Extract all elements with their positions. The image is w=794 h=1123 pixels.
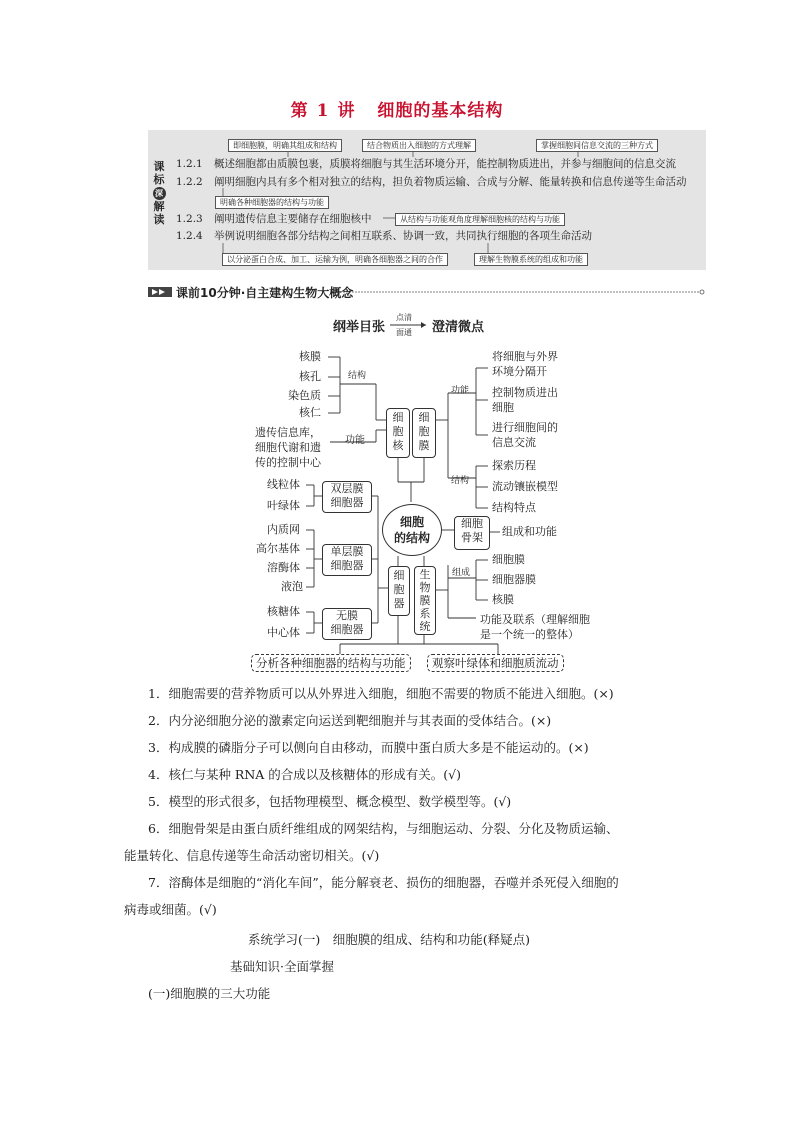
organelle-chloroplast: 叶绿体 [267,499,300,512]
standard-1-2-2: 1.2.2 阐明细胞内具有多个相对独立的结构，担负着物质运输、合成与分解、能量转换和信息传递等生命活动 [176,176,687,188]
membrane-functions-heading: (一)细胞膜的三大功能 [148,986,271,1001]
note-membrane: 即细胞膜，明确其组成和结构 [228,139,342,152]
dashed-box-chloroplast-observation: 观察叶绿体和细胞质流动 [427,654,564,672]
organelle-er: 内质网 [267,523,300,536]
note-signaling: 掌握细胞间信息交流的三种方式 [536,139,658,152]
function-and-link: 功能及联系（理解细胞 是一个统一的整体） [480,613,590,641]
note-biomembrane: 理解生物膜系统的组成和功能 [474,253,588,266]
deep-badge: 深 [153,187,166,200]
judgment-1: 1．细胞需要的营养物质可以从外界进入细胞，细胞不需要的物质不能进入细胞。(×) [148,686,614,701]
organelle-lysosome: 溶酶体 [267,561,300,574]
section-header: 课前10分钟·自主建构生物大概念 [176,286,354,300]
judgment-7: 7．溶酶体是细胞的“消化车间”，能分解衰老、损伤的细胞器，吞噬并杀死侵入细胞的 [148,875,619,890]
standard-1-2-3: 1.2.3 阐明遗传信息主要储存在细胞核中 [176,213,372,225]
judgment-6: 6．细胞骨架是由蛋白质纤维组成的网架结构，与细胞运动、分裂、分化及物质运输、 [148,821,619,836]
label-composition: 组成 [452,568,471,578]
judgment-2: 2．内分泌细胞分泌的激素定向运送到靶细胞并与其表面的受体结合。(×) [148,713,552,728]
note-cooperation: 以分泌蛋白合成、加工、运输为例，明确各细胞器之间的合作 [222,253,448,266]
note-nucleus: 从结构与功能观角度理解细胞核的结构与功能 [395,213,565,226]
organelle-ribosome: 核糖体 [267,605,300,618]
note-transport: 结合物质出入细胞的方式理解 [362,139,476,152]
note-organelles: 明确各种细胞器的结构与功能 [215,196,329,209]
membrane-structure-feature: 结构特点 [492,501,536,514]
standard-1-2-4: 1.2.4 举例说明细胞各部分结构之间相互联系、协调一致，共同执行细胞的各项生命活动 [176,230,592,242]
box-single-membrane: 单层膜 细胞器 [322,544,372,576]
judgment-5: 5．模型的形式很多，包括物理模型、概念模型、数学模型等。(√) [148,794,512,809]
nucleus-function-text: 遗传信息库， 细胞代谢和遗 传的控制中心 [255,426,321,469]
box-biomembrane-system: 生 物 膜 系 统 [414,566,436,635]
label-membrane-structure: 结构 [451,476,470,486]
box-membrane: 细 胞 膜 [412,408,436,458]
membrane-function-1: 将细胞与外界 环境分隔开 [492,350,558,378]
page-title: 第 1 讲 细胞的基本结构 [290,101,504,121]
judgment-3: 3．构成膜的磷脂分子可以侧向自由移动，而膜中蛋白质大多是不能运动的。(×) [148,740,589,755]
membrane-structure-model: 流动镶嵌模型 [492,480,558,493]
membrane-function-2: 控制物质进出 细胞 [492,386,558,414]
membrane-function-3: 进行细胞间的 信息交流 [492,421,558,449]
label-nucleus-function: 功能 [345,435,365,446]
arrow-bottom-label: 面通 [396,328,412,337]
membrane-structure-history: 探索历程 [492,459,536,472]
box-cytoskeleton: 细胞 骨架 [454,516,490,550]
mindmap-heading-right: 澄清微点 [432,320,485,335]
arrow-top-label: 点清 [396,313,412,322]
biomembrane-nuclear-membrane: 核膜 [492,593,514,606]
judgment-4: 4．核仁与某种 RNA 的合成以及核糖体的形成有关。(√) [148,767,461,782]
organelle-vacuole: 液泡 [281,580,303,593]
skeleton-composition: 组成和功能 [502,525,557,538]
nucleus-part-envelope: 核膜 [299,350,321,363]
label-membrane-function: 功能 [451,386,470,396]
basic-knowledge-heading: 基础知识·全面掌握 [230,959,334,974]
label-nucleus-structure: 结构 [348,371,367,381]
mindmap-heading-left: 纲举目张 [333,320,386,335]
box-organelle: 细 胞 器 [388,566,410,616]
organelle-mitochondria: 线粒体 [267,478,300,491]
organelle-golgi: 高尔基体 [256,542,300,555]
box-double-membrane: 双层膜 细胞器 [322,481,372,513]
nucleus-part-chromatin: 染色质 [288,389,321,402]
system-study-heading: 系统学习(一) 细胞膜的组成、结构和功能(释疑点) [248,932,531,947]
judgment-6-cont: 能量转化、信息传递等生命活动密切相关。(√) [124,848,380,863]
organelle-centrosome: 中心体 [267,626,300,639]
biomembrane-cell-membrane: 细胞膜 [492,553,525,566]
nucleus-part-pore: 核孔 [299,370,321,383]
biomembrane-organelle-membrane: 细胞器膜 [492,573,536,586]
dashed-box-organelle-analysis: 分析各种细胞器的结构与功能 [251,654,411,672]
nucleus-part-nucleolus: 核仁 [299,406,321,419]
box-no-membrane: 无膜 细胞器 [322,608,372,640]
interpretation-label: 课 标 深 解 读 [153,160,165,226]
standard-1-2-1: 1.2.1 概述细胞都由质膜包裹，质膜将细胞与其生活环境分开，能控制物质进出，并参与细胞间的信息交流 [176,158,676,170]
box-nucleus: 细 胞 核 [386,408,410,458]
judgment-7-cont: 病毒或细菌。(√) [124,902,217,917]
center-node: 细胞 的结构 [382,504,442,556]
